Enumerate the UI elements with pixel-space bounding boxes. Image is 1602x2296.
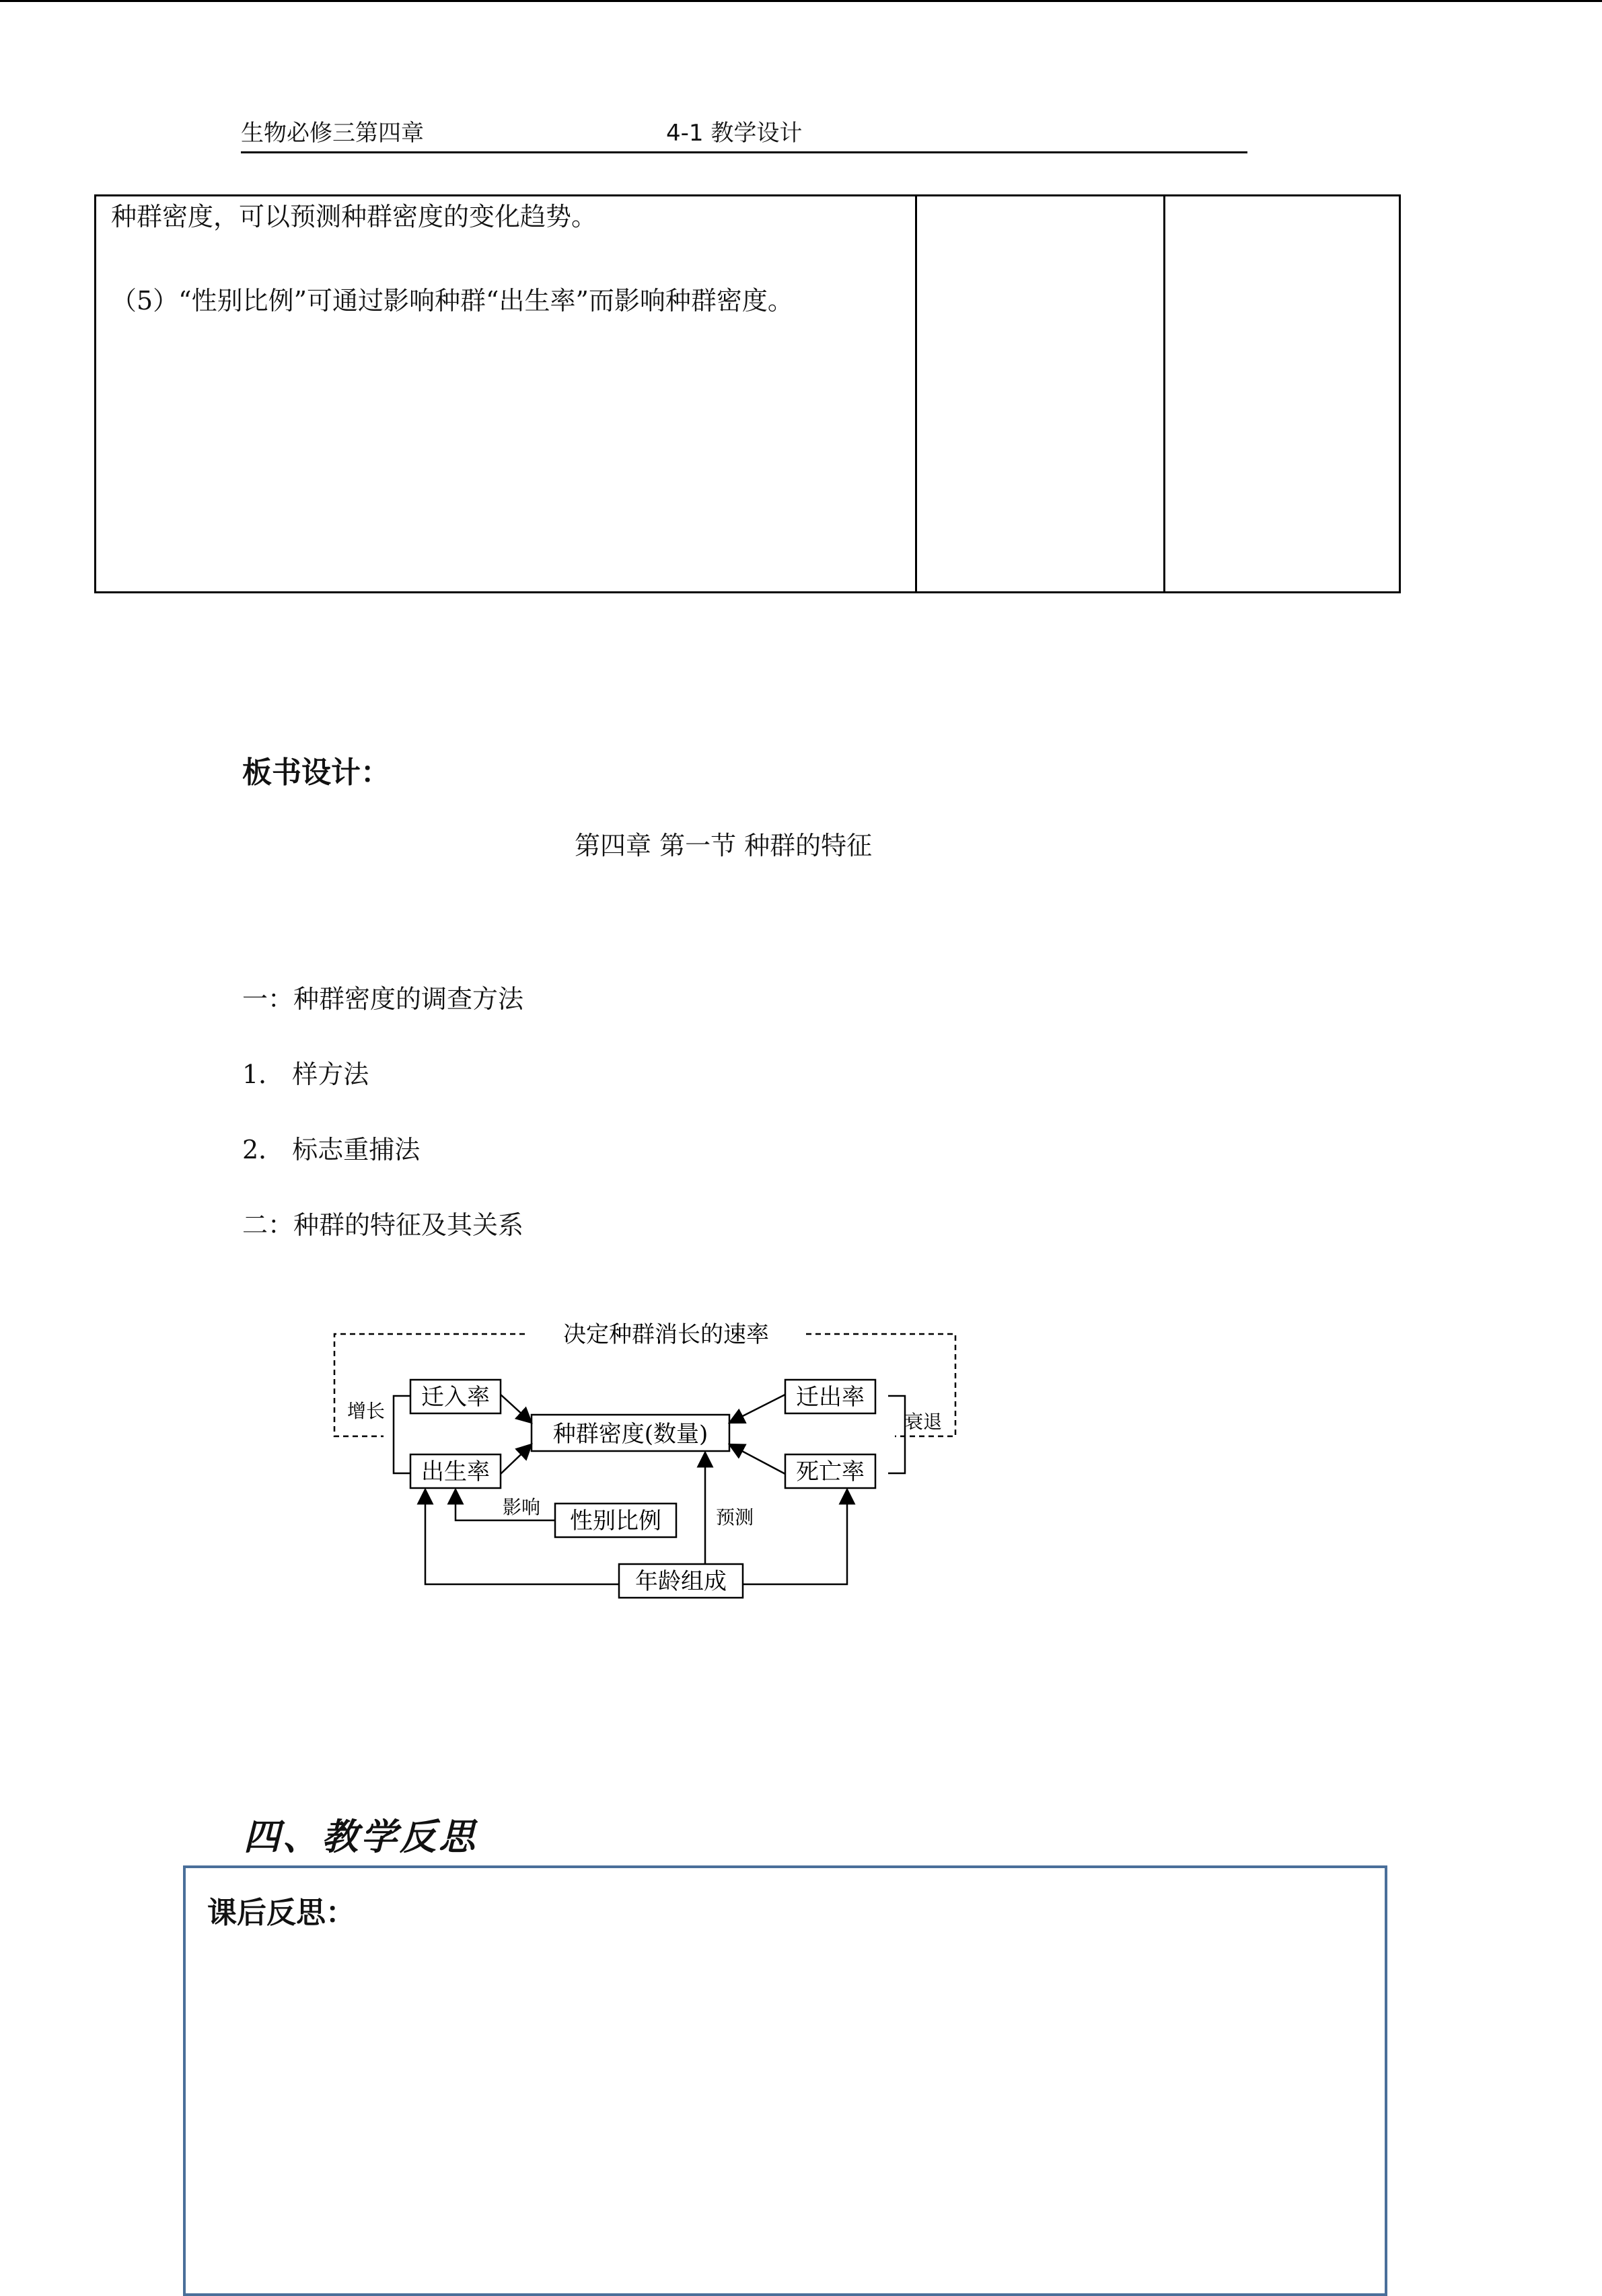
header-title: 4-1 教学设计 [666,120,803,147]
population-diagram [323,1315,976,1611]
board-line: 一：种群密度的调查方法 [242,984,524,1014]
page-top-border [0,0,1602,2]
diagram-emigration: 迁出率 [796,1384,865,1411]
diagram-center: 种群密度(数量) [552,1421,708,1448]
diagram-immigration: 迁入率 [421,1384,490,1411]
left-bracket [394,1396,410,1473]
reflection-label: 课后反思： [207,1896,355,1930]
diagram-top-label: 决定种群消长的速率 [563,1321,769,1348]
diagram-increase: 增长 [347,1400,386,1422]
lesson-table [94,194,1401,593]
board-line: 1． 样方法 [242,1060,369,1089]
reflection-box[interactable] [183,1865,1387,2296]
board-line: 二：种群的特征及其关系 [242,1210,524,1240]
board-title: 第四章 第一节 种群的特征 [575,831,873,860]
diagram-predict: 预测 [715,1506,754,1528]
table-paragraph: （5）“性别比例”可通过影响种群“出生率”而影响种群密度。 [111,286,793,316]
diagram-decrease: 衰退 [904,1411,943,1433]
header-chapter: 生物必修三第四章 [241,120,424,147]
board-heading: 板书设计： [242,755,390,790]
header-rule [241,151,1247,153]
board-line: 2． 标志重捕法 [242,1135,421,1164]
reflection-heading: 四、教学反思 [244,1815,478,1858]
diagram-influence: 影响 [502,1496,541,1518]
diagram-age: 年龄组成 [635,1568,727,1595]
diagram-death: 死亡率 [796,1458,865,1485]
table-column-divider [915,196,917,591]
diagram-sex-ratio: 性别比例 [570,1508,661,1534]
table-column-divider [1163,196,1165,591]
right-bracket [888,1396,905,1473]
diagram-birth: 出生率 [421,1458,490,1485]
table-paragraph: 种群密度，可以预测种群密度的变化趋势。 [111,202,597,231]
